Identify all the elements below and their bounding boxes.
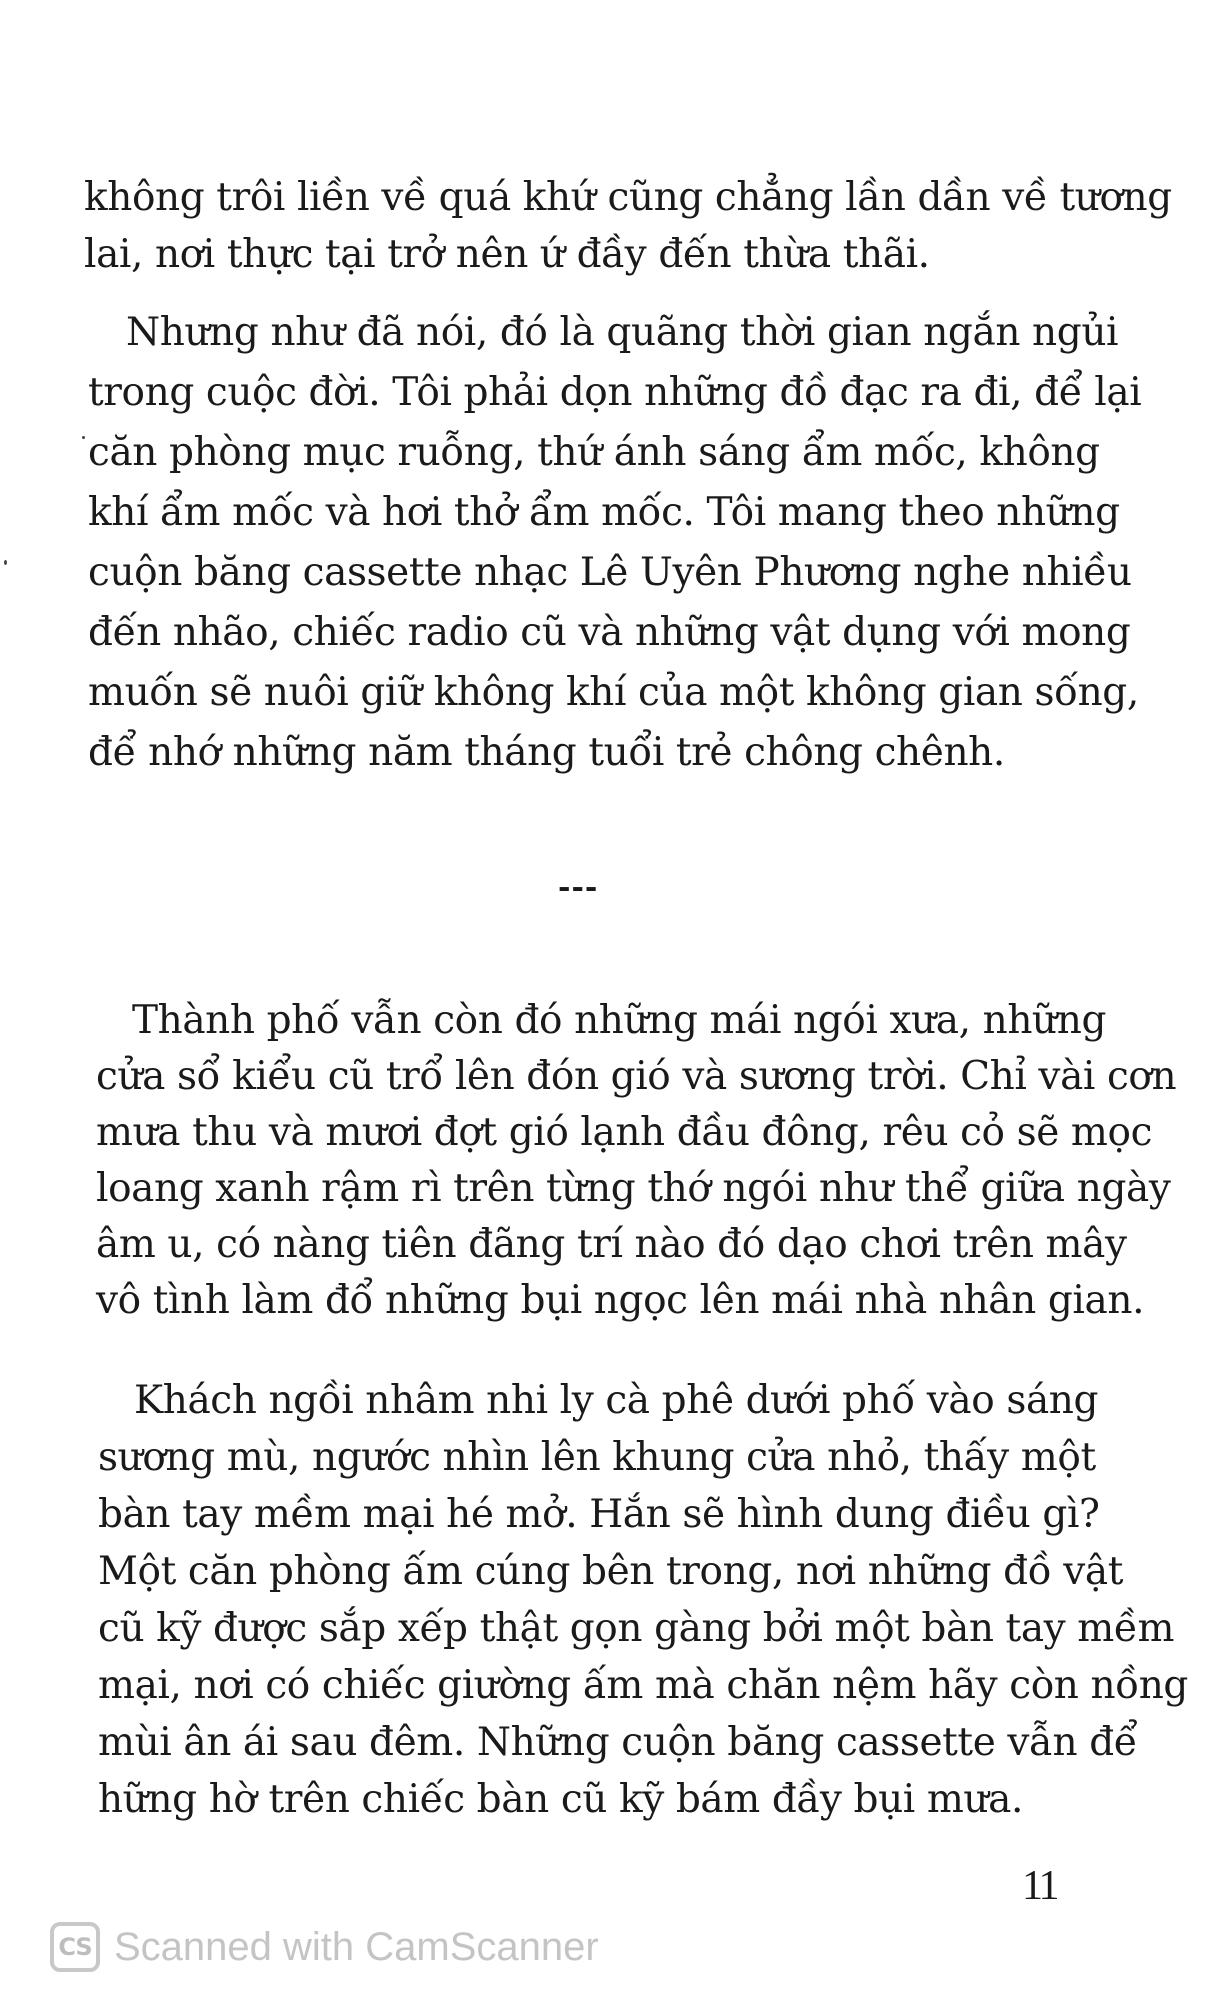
watermark-text: Scanned with CamScanner [114, 1924, 599, 1969]
text-line: cuộn băng cassette nhạc Lê Uyên Phương nghe nhiều [88, 550, 1132, 595]
text-line: hững hờ trên chiếc bàn cũ kỹ bám đầy bụi mưa. [98, 1777, 1024, 1822]
page-number: 11 [1022, 1863, 1057, 1909]
text-line: đến nhão, chiếc radio cũ và những vật dụng với mong [88, 610, 1131, 655]
camscanner-logo-icon: CS [50, 1922, 100, 1972]
text-line: cửa sổ kiểu cũ trổ lên đón gió và sương trời. Chỉ vài cơn [96, 1054, 1177, 1099]
text-line: Khách ngồi nhâm nhi ly cà phê dưới phố vào sáng [134, 1378, 1099, 1423]
text-line: Một căn phòng ấm cúng bên trong, nơi những đồ vật [98, 1549, 1123, 1594]
text-line: mùi ân ái sau đêm. Những cuộn băng cassette vẫn để [98, 1720, 1138, 1765]
text-line: lai, nơi thực tại trở nên ứ đầy đến thừa thãi. [84, 232, 930, 277]
text-line: mại, nơi có chiếc giường ấm mà chăn nệm hãy còn nồng [98, 1663, 1188, 1708]
text-line: Thành phố vẫn còn đó những mái ngói xưa, những [132, 998, 1107, 1043]
scan-speck [82, 436, 85, 439]
text-line: cũ kỹ được sắp xếp thật gọn gàng bởi một bàn tay mềm [98, 1606, 1175, 1651]
text-line: trong cuộc đời. Tôi phải dọn những đồ đạc ra đi, để lại [88, 370, 1142, 415]
text-line: mưa thu và mươi đợt gió lạnh đầu đông, rêu cỏ sẽ mọc [96, 1110, 1153, 1155]
text-line: muốn sẽ nuôi giữ không khí của một không gian sống, [88, 670, 1139, 715]
text-line: khí ẩm mốc và hơi thở ẩm mốc. Tôi mang theo những [88, 490, 1120, 535]
text-line: âm u, có nàng tiên đãng trí nào đó dạo chơi trên mây [96, 1222, 1127, 1267]
scanner-watermark [50, 1920, 599, 1974]
text-line: loang xanh rậm rì trên từng thớ ngói như thể giữa ngày [96, 1166, 1171, 1211]
text-line: sương mù, ngước nhìn lên khung cửa nhỏ, thấy một [98, 1435, 1096, 1480]
scan-speck [4, 560, 7, 565]
text-line: căn phòng mục ruỗng, thứ ánh sáng ẩm mốc, không [88, 430, 1100, 475]
text-line: bàn tay mềm mại hé mở. Hắn sẽ hình dung điều gì? [98, 1492, 1100, 1537]
section-divider: --- [558, 870, 599, 905]
text-line: không trôi liền về quá khứ cũng chẳng lần dần về tương [84, 175, 1172, 220]
text-line: để nhớ những năm tháng tuổi trẻ chông chênh. [88, 730, 1005, 775]
text-line: Nhưng như đã nói, đó là quãng thời gian ngắn ngủi [126, 310, 1119, 355]
text-line: vô tình làm đổ những bụi ngọc lên mái nhà nhân gian. [96, 1278, 1145, 1323]
